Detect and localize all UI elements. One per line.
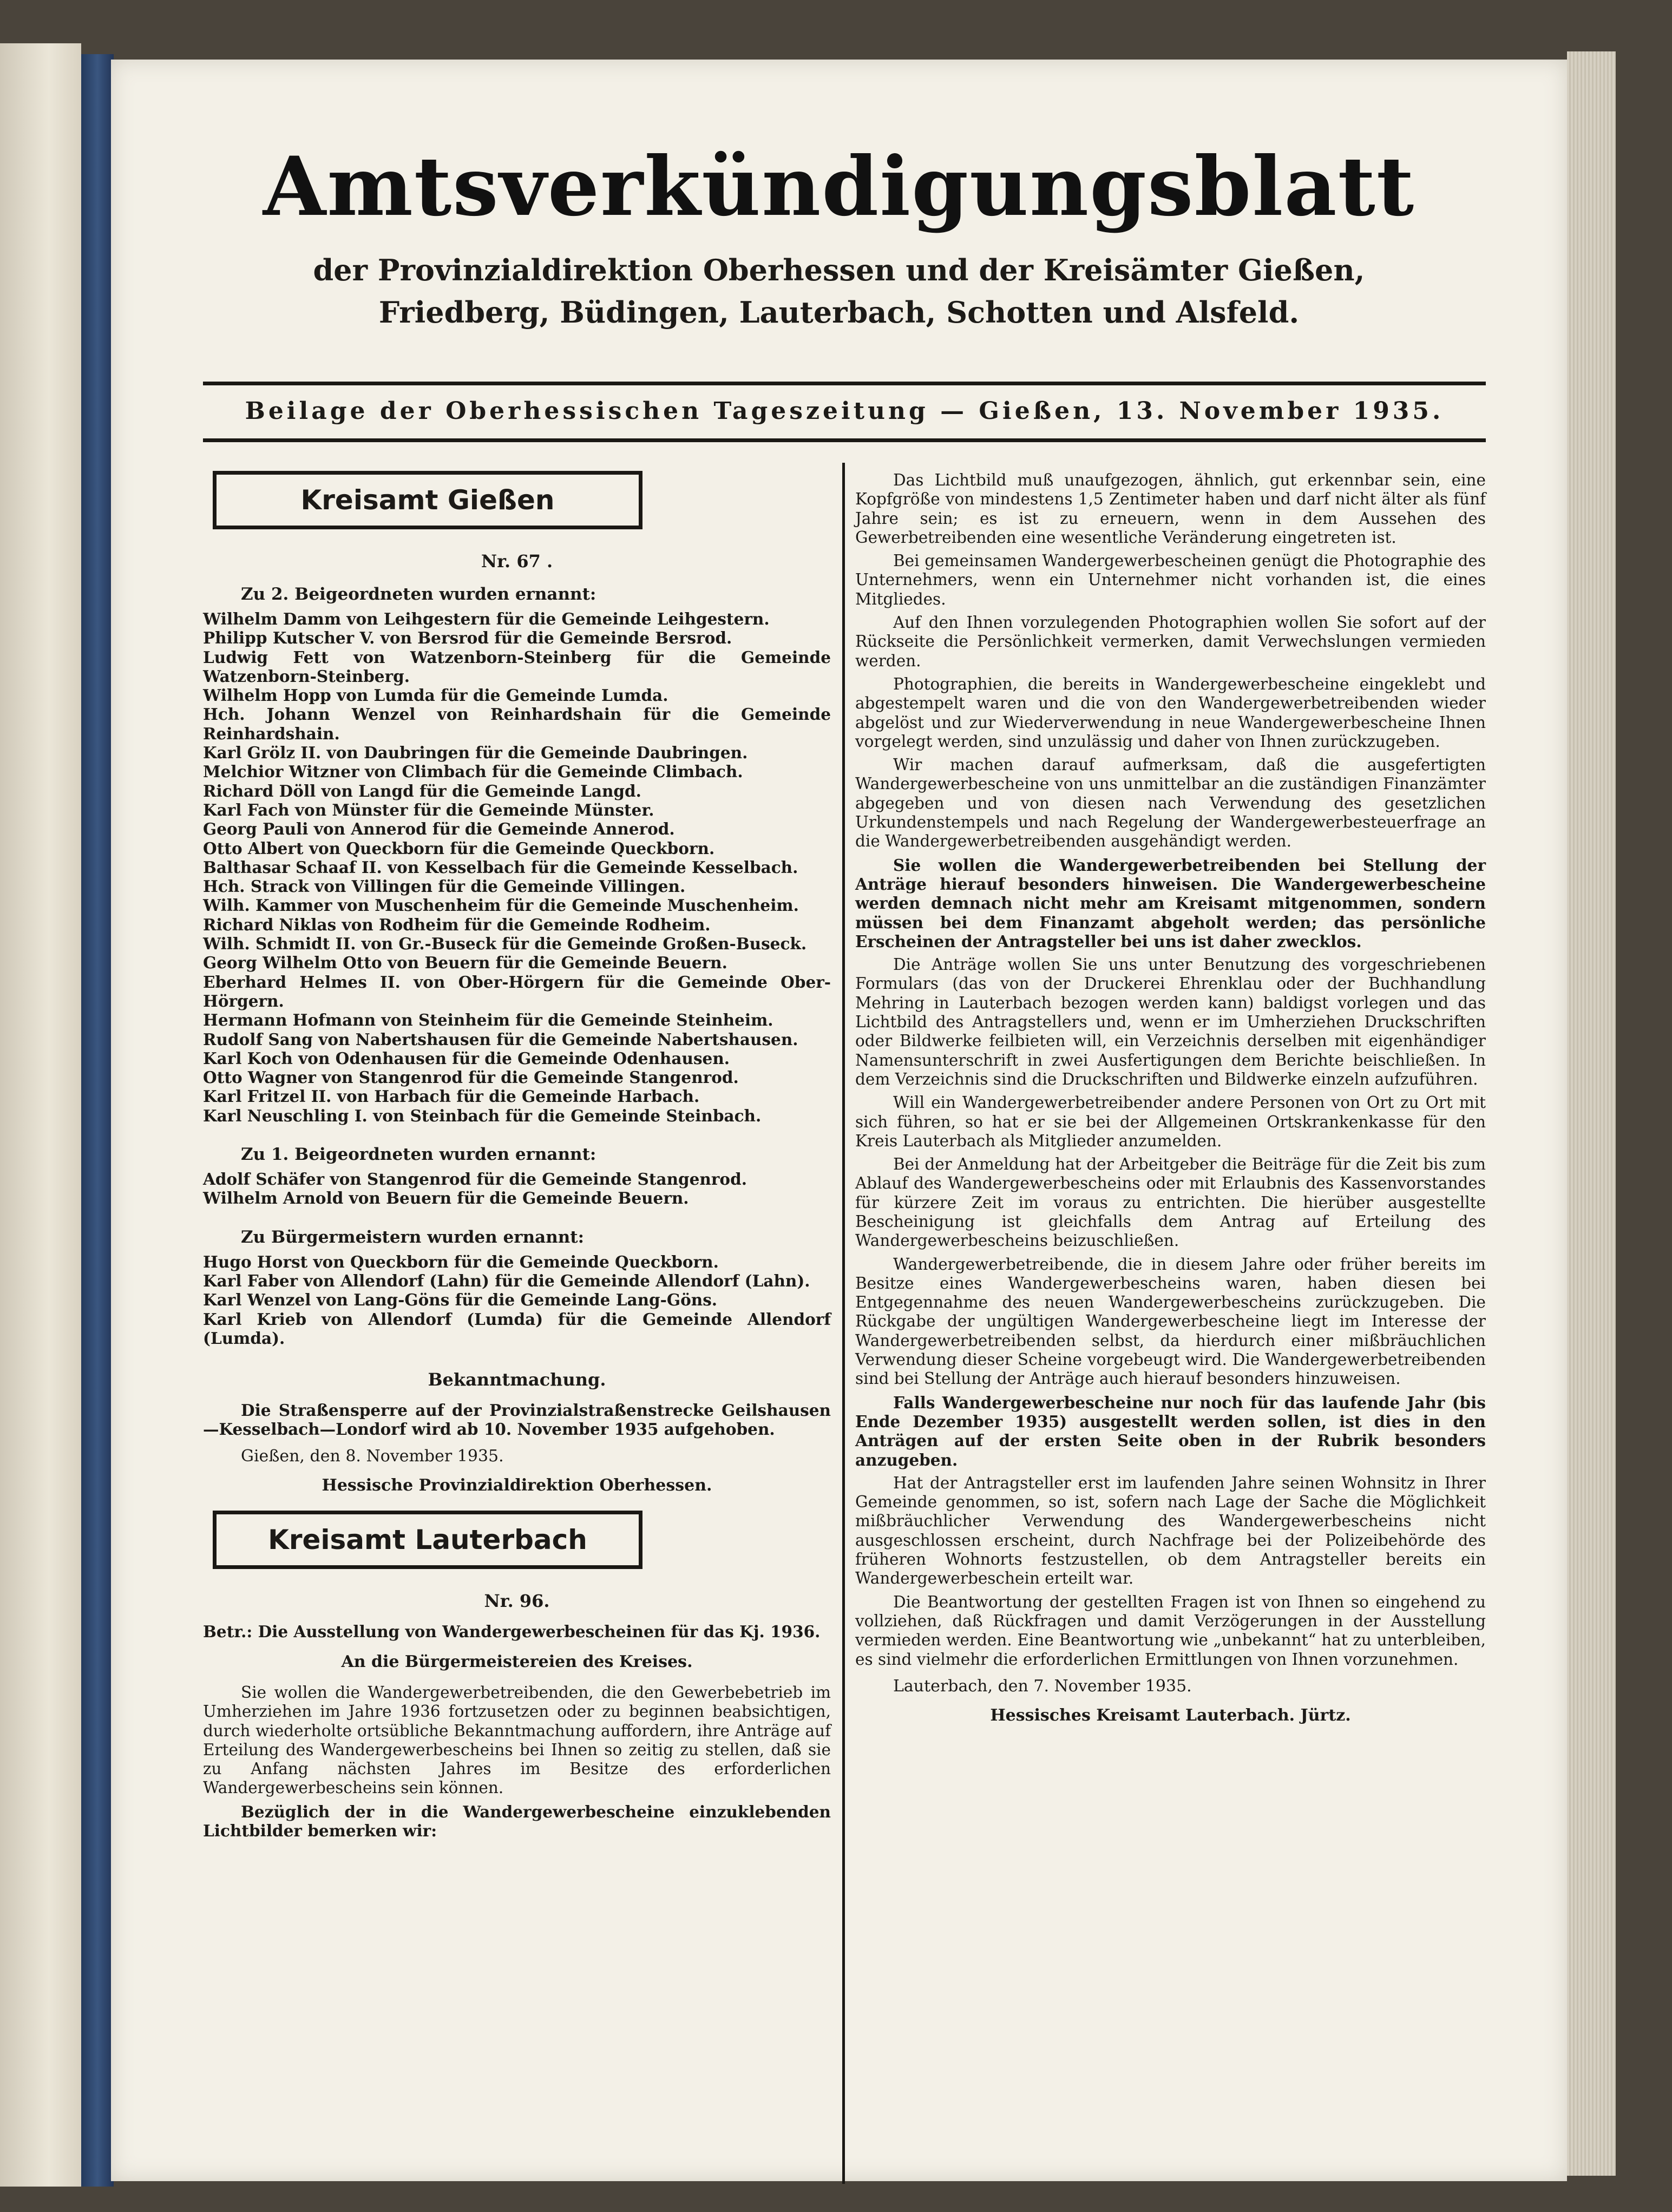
list-item: Georg Wilhelm Otto von Beuern für die Gemeinde Beuern. — [203, 953, 727, 973]
list-item: Melchior Witzner von Climbach für die Gemeinde Climbach. — [203, 762, 743, 782]
list-item: Karl Fach von Münster für die Gemeinde Münster. — [203, 800, 654, 819]
list-item: Karl Wenzel von Lang-Göns für die Gemeinde Lang-Göns. — [203, 1290, 718, 1310]
signature-kreisamt-lauterbach: Hessisches Kreisamt Lauterbach. Jürtz. — [990, 1705, 1351, 1725]
masthead — [111, 141, 1567, 333]
list-item: Wilh. Kammer von Muschenheim für die Gemeinde Muschenheim. — [203, 896, 799, 915]
left-column — [203, 471, 831, 1845]
list-buergermeister — [203, 1252, 831, 1348]
list-item: Hermann Hofmann von Steinheim für die Gemeinde Steinheim. — [203, 1010, 773, 1030]
right-column — [855, 471, 1486, 1728]
office-box-lauterbach — [213, 1511, 642, 1569]
heading-buergermeister: Zu Bürgermeistern wurden ernannt: — [241, 1227, 585, 1247]
list-item: Karl Grölz II. von Daubringen für die Gemeinde Daubringen. — [203, 743, 748, 763]
bottom-rule — [203, 438, 1486, 442]
masthead-subtitle: der Provinzialdirektion Oberhessen und der Kreisämter Gießen, Friedberg, Büdingen, Lauterbach, Schotten und Alsfeld. — [313, 253, 1365, 330]
paragraph: Falls Wandergewerbescheine nur noch für das laufende Jahr (bis Ende Dezember 1935) ausgestellt werden sollen, ist dies in den Anträgen auf der ersten Seite oben in der Rubrik besonders anzugeben. — [855, 1393, 1486, 1469]
list-item: Karl Krieb von Allendorf (Lumda) für die Gemeinde Allendorf (Lumda). — [203, 1309, 831, 1348]
list-item: Balthasar Schaaf II. von Kesselbach für die Gemeinde Kesselbach. — [203, 857, 798, 877]
paragraph: Photographien, die bereits in Wandergewerbescheine eingeklebt und abgestempelt waren und die von den Wandergewerbetreibenden wieder abgelöst und zur Wiederverwendung in neue Wandergewerbescheine Ihnen vorgelegt werden, sind unzulässig und daher von Ihnen zurückzugeben. — [855, 674, 1486, 751]
list-item: Hch. Johann Wenzel von Reinhardshain für die Gemeinde Reinhardshain. — [203, 705, 831, 743]
paragraph: Bei der Anmeldung hat der Arbeitgeber die Beiträge für die Zeit bis zum Ablauf des Wandergewerbescheins oder mit Erlaubnis des Kassenvorstandes für kürzere Zeit im voraus zu entrichten. Die hierüber ausgestellte Bescheinigung ist gleichfalls dem Antrag auf Erteilung des Wandergewerbescheins beizuschließen. — [855, 1155, 1486, 1250]
office-giessen-label: Kreisamt Gießen — [300, 484, 555, 516]
facing-page-edge — [0, 43, 81, 2187]
list-item: Hch. Strack von Villingen für die Gemeinde Villingen. — [203, 877, 686, 896]
list-item: Karl Faber von Allendorf (Lahn) für die Gemeinde Allendorf (Lahn). — [203, 1271, 810, 1290]
signature-provinzialdirektion: Hessische Provinzialdirektion Oberhessen. — [322, 1475, 712, 1495]
list-item: Karl Neuschling I. von Steinbach für die Gemeinde Steinbach. — [203, 1106, 762, 1125]
list-item: Adolf Schäfer von Stangenrod für die Gemeinde Stangenrod. — [203, 1170, 747, 1189]
supplement-line: Beilage der Oberhessischen Tageszeitung — Gießen, 13. November 1935. — [245, 397, 1444, 425]
column-divider — [842, 463, 845, 2184]
list-item: Otto Wagner von Stangenrod für die Gemeinde Stangenrod. — [203, 1068, 739, 1087]
paragraph: Bezüglich der in die Wandergewerbescheine einzuklebenden Lichtbilder bemerken wir: — [203, 1802, 831, 1841]
list-item: Karl Koch von Odenhausen für die Gemeinde Odenhausen. — [203, 1048, 730, 1068]
paragraph: Hat der Antragsteller erst im laufenden Jahre seinen Wohnsitz in Ihrer Gemeinde genommen, so ist, sofern nach Lage der Sache die Möglichkeit mißbräuchlicher Verwendung des Wandergewerbescheins nicht ausgeschlossen erscheint, durch Nachfrage bei der Polizeibehörde des früheren Wohnorts festzustellen, ob dem Antragsteller bereits ein Wandergewerbeschein erteilt war. — [855, 1473, 1486, 1588]
notice-number-67: Nr. 67 . — [481, 551, 553, 572]
paragraph: Bei gemeinsamen Wandergewerbescheinen genügt die Photographie des Unternehmers, wenn ein Unternehmer nicht vorhanden ist, die eines Mitgliedes. — [855, 552, 1486, 608]
list-item: Ludwig Fett von Watzenborn-Steinberg für die Gemeinde Watzenborn-Steinberg. — [203, 647, 831, 686]
list-item: Hugo Horst von Queckborn für die Gemeinde Queckborn. — [203, 1252, 719, 1271]
paragraph: Wandergewerbetreibende, die in diesem Jahre oder früher bereits im Besitze eines Wandergewerbescheins waren, haben diesen bei Entgegennahme des neuen Wandergewerbescheins zurückzugeben. Die Rückgabe der ungültigen Wandergewerbescheine liegt im Interesse der Wandergewerbetreibenden selbst, da hierdurch einer mißbräuchlichen Verwendung dieser Scheine vorgebeugt wird. Die Wandergewerbetreibenden sind bei Stellung der Anträge auch hierauf besonders hinzuweisen. — [855, 1255, 1486, 1388]
list-beigeordnete-1 — [203, 1170, 831, 1208]
top-rule — [203, 382, 1486, 385]
paragraph: Auf den Ihnen vorzulegenden Photographien wollen Sie sofort auf der Rückseite die Persönlichkeit vermerken, damit Verwechslungen vermieden werden. — [855, 613, 1486, 670]
strassensperre-notice: Die Straßensperre auf der Provinzialstraßenstrecke Geilshausen—Kesselbach—Londorf wird ab 10. November 1935 aufgehoben. — [203, 1401, 831, 1439]
masthead-title: Amtsverkündigungsblatt — [263, 139, 1415, 234]
paragraph: Das Lichtbild muß unaufgezogen, ähnlich, gut erkennbar sein, eine Kopfgröße von mindestens 1,5 Zentimeter haben und darf nicht älter als fünf Jahre sein; es ist zu erneuern, wenn in dem Aussehen des Gewerbetreibenden eine wesentliche Veränderung eingetreten ist. — [855, 471, 1486, 547]
list-item: Richard Niklas von Rodheim für die Gemeinde Rodheim. — [203, 915, 711, 934]
bekanntmachung-heading: Bekanntmachung. — [428, 1369, 606, 1390]
addressee-line: An die Bürgermeistereien des Kreises. — [341, 1652, 693, 1671]
newspaper-page — [111, 60, 1567, 2181]
heading-beigeordnete-1: Zu 1. Beigeordneten wurden ernannt: — [241, 1145, 596, 1165]
paragraph: Die Beantwortung der gestellten Fragen ist von Ihnen so eingehend zu vollziehen, daß Rückfragen und damit Verzögerungen in der Ausstellung vermieden werden. Eine Beantwortung wie „unbekannt“ hat zu unterbleiben, es sind vielmehr die erforderlichen Ermittlungen von Ihnen vorzunehmen. — [855, 1592, 1486, 1669]
paragraph: Sie wollen die Wandergewerbetreibenden bei Stellung der Anträge hierauf besonders hinweisen. Die Wandergewerbescheine werden demnach nicht mehr am Kreisamt mitgenommen, sondern müssen bei dem Finanzamt abgeholt werden; das persönliche Erscheinen der Antragsteller bei uns ist daher zwecklos. — [855, 855, 1486, 951]
list-item: Georg Pauli von Annerod für die Gemeinde Annerod. — [203, 819, 675, 839]
date-giessen: Gießen, den 8. November 1935. — [241, 1446, 504, 1466]
list-item: Philipp Kutscher V. von Bersrod für die Gemeinde Bersrod. — [203, 628, 732, 648]
list-item: Rudolf Sang von Nabertshausen für die Gemeinde Nabertshausen. — [203, 1029, 798, 1049]
paragraph: Die Anträge wollen Sie uns unter Benutzung des vorgeschriebenen Formulars (das von der Druckerei Ehrenklau oder der Buchhandlung Mehring in Lauterbach bezogen werden kann) baldigst vorlegen und das Lichtbild des Antragstellers und, wenn er im Umherziehen Druckschriften oder Bildwerke feilbieten will, ein Verzeichnis derselben mit eigenhändiger Namensunterschrift in zwei Ausfertigungen dem Berichte beischließen. In dem Verzeichnis sind die Druckschriften und Bildwerke einzeln aufzuführen. — [855, 955, 1486, 1088]
list-item: Eberhard Helmes II. von Ober-Hörgern für die Gemeinde Ober-Hörgern. — [203, 972, 831, 1010]
list-item: Otto Albert von Queckborn für die Gemeinde Queckborn. — [203, 838, 715, 858]
office-lauterbach-label: Kreisamt Lauterbach — [268, 1524, 587, 1555]
list-item: Karl Fritzel II. von Harbach für die Gemeinde Harbach. — [203, 1087, 700, 1106]
office-box-giessen — [213, 471, 642, 529]
betreff-line: Betr.: Die Ausstellung von Wandergewerbescheinen für das Kj. 1936. — [203, 1622, 821, 1641]
book-binding — [81, 54, 114, 2187]
heading-beigeordnete-2: Zu 2. Beigeordneten wurden ernannt: — [241, 585, 596, 604]
list-beigeordnete-2 — [203, 609, 831, 1125]
paragraph: Sie wollen die Wandergewerbetreibenden, die den Gewerbebetrieb im Umherziehen im Jahre 1936 fortzusetzen oder zu beginnen beabsichtigen, durch wiederholte ortsübliche Bekanntmachung auffordern, ihre Anträge auf Erteilung des Wandergewerbescheins bei Ihnen so zeitig zu stellen, daß sie zu Anfang nächsten Jahres im Besitze des erforderlichen Wandergewerbescheins sein können. — [203, 1683, 831, 1797]
paragraph: Wir machen darauf aufmerksam, daß die ausgefertigten Wandergewerbescheine von uns unmittelbar an die zuständigen Finanzämter abgegeben und von diesen nach Verwendung des gesetzlichen Urkundenstempels und nach Regelung der Wandergewerbesteuerfrage an die Wandergewerbetreibenden ausgehändigt werden. — [855, 756, 1486, 851]
list-item: Richard Döll von Langd für die Gemeinde Langd. — [203, 781, 641, 800]
date-lauterbach: Lauterbach, den 7. November 1935. — [893, 1676, 1192, 1696]
notice-number-96: Nr. 96. — [484, 1590, 550, 1611]
list-item: Wilhelm Arnold von Beuern für die Gemeinde Beuern. — [203, 1189, 689, 1208]
list-item: Wilhelm Hopp von Lumda für die Gemeinde Lumda. — [203, 686, 668, 705]
list-item: Wilh. Schmidt II. von Gr.-Buseck für die Gemeinde Großen-Buseck. — [203, 934, 807, 954]
paragraph: Will ein Wandergewerbetreibender andere Personen von Ort zu Ort mit sich führen, so hat er sie bei der Allgemeinen Ortskrankenkasse für den Kreis Lauterbach als Mitglieder anzumelden. — [855, 1093, 1486, 1150]
list-item: Wilhelm Damm von Leihgestern für die Gemeinde Leihgestern. — [203, 609, 770, 628]
page-stack-edge — [1567, 51, 1616, 2176]
